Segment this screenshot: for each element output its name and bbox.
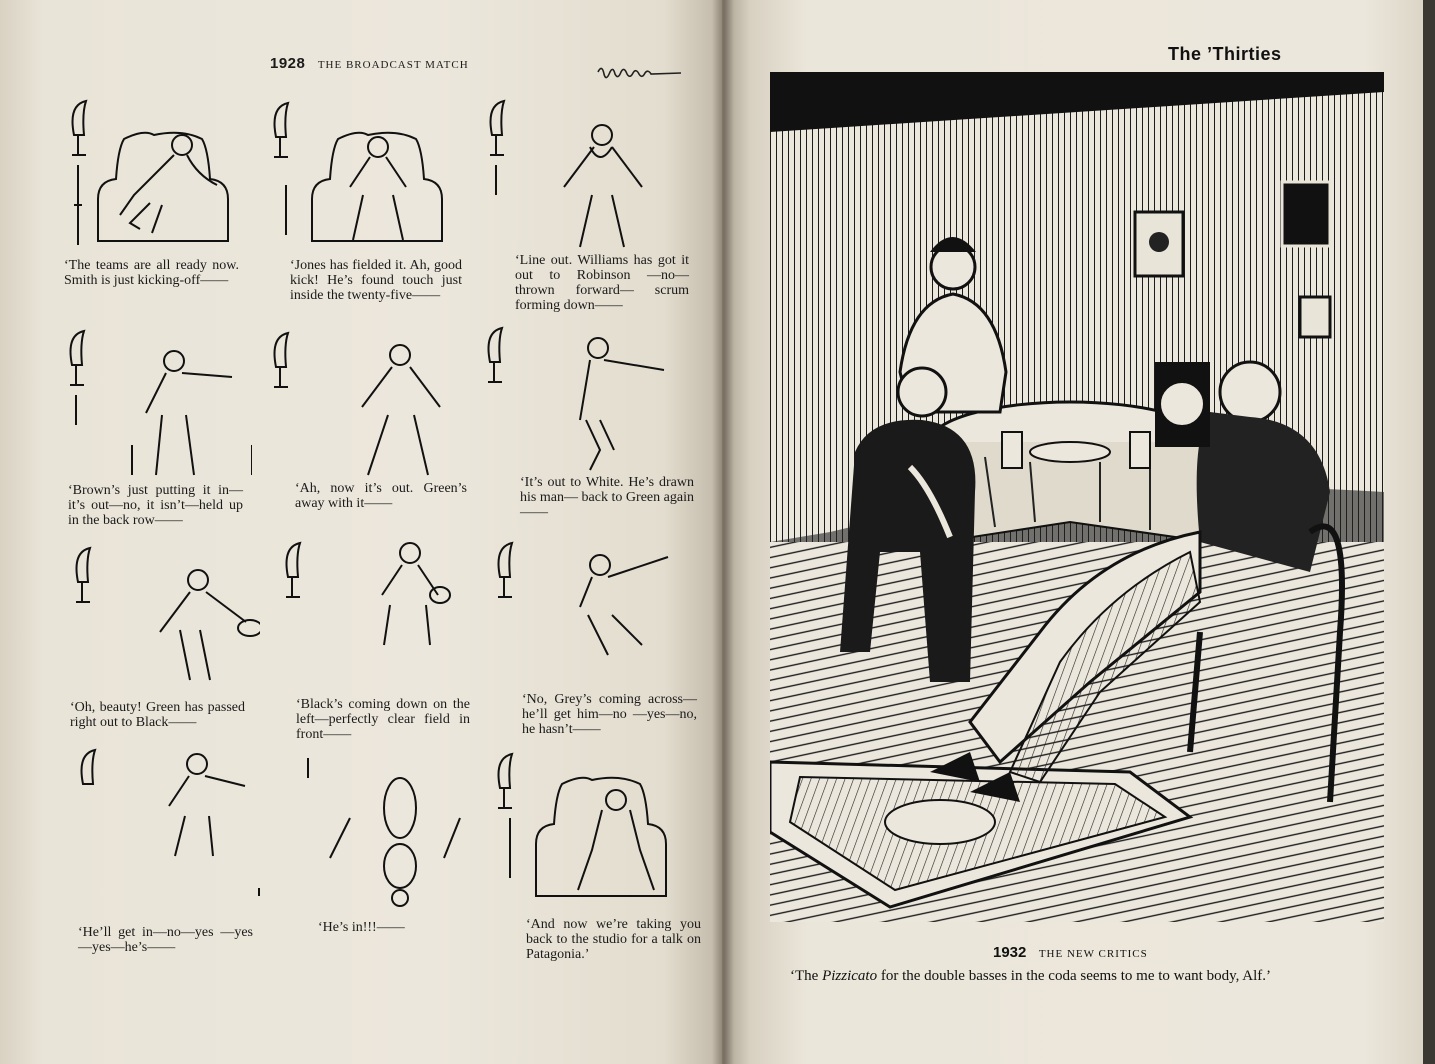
panel-7-caption: ‘Oh, beauty! Green has passed right out to Black—— [70, 700, 245, 730]
loudspeaker-player-drawing-7 [70, 540, 260, 690]
panel-2-caption: ‘Jones has fielded it. Ah, good kick! He’s found touch just inside the twenty-five—— [290, 258, 462, 303]
new-critics-illustration [770, 72, 1384, 922]
panel-9-caption: ‘No, Grey’s coming across—he’ll get him—no —yes—no, he hasn’t—— [522, 692, 697, 737]
player-diving-drawing-11 [300, 748, 490, 908]
quote-italic-word: Pizzicato [822, 968, 878, 984]
right-caption-header [993, 944, 1148, 962]
loudspeaker-player-drawing-6 [482, 320, 672, 475]
running-head: The ’Thirties [1168, 44, 1282, 64]
loudspeaker-player-drawing-9 [492, 535, 682, 685]
panel-5-caption: ‘Ah, now it’s out. Green’s away with it—— [295, 481, 467, 511]
panel-3-caption: ‘Line out. Williams has got it out to Robinson —no—thrown forward— scrum forming down—— [515, 253, 689, 313]
loudspeaker-armchair-drawing-12 [492, 748, 682, 908]
cartoon-panel-1 [62, 95, 252, 255]
loudspeaker-armchair-drawing-1 [62, 95, 252, 255]
panel-8-caption: ‘Black’s coming down on the left—perfectly clear field in front—— [296, 697, 470, 742]
panel-10-caption: ‘He’ll get in—no—yes —yes—yes—he’s—— [78, 925, 253, 955]
loudspeaker-player-drawing-3 [482, 95, 672, 255]
panel-11-caption: ‘He’s in!!!—— [318, 920, 405, 935]
left-title: THE BROADCAST MATCH [317, 59, 469, 71]
panel-4-caption: ‘Brown’s just putting it in—it’s out—no, it isn’t—held up in the back row—— [68, 483, 243, 528]
cartoon-panel-5 [268, 325, 458, 480]
loudspeaker-armchair-drawing-2 [268, 95, 458, 255]
cartoon-panel-2 [268, 95, 458, 255]
loudspeaker-player-drawing-5 [268, 325, 458, 480]
panel-1-caption: ‘The teams are all ready now. Smith is just kicking-off—— [64, 258, 239, 288]
loudspeaker-player-drawing-8 [280, 535, 470, 685]
book-gutter [712, 0, 734, 1064]
panel-12-caption: ‘And now we’re taking you back to the studio for a talk on Patagonia.’ [526, 917, 701, 962]
left-year: 1928 [270, 55, 306, 72]
cartoon-panel-12 [492, 748, 682, 908]
quote-end: for the double basses in the coda seems to me to want body, Alf.’ [877, 968, 1272, 984]
cartoon-panel-7 [70, 540, 260, 690]
cartoon-quote [790, 968, 1380, 985]
loudspeaker-player-drawing-10 [75, 748, 265, 898]
right-year: 1932 [993, 944, 1027, 961]
cartoon-panel-9 [492, 535, 682, 685]
cartoon-panel-6 [482, 320, 672, 475]
cartoon-panel-3 [482, 95, 672, 255]
left-page-header [270, 55, 469, 73]
book-edge [1423, 0, 1435, 1064]
panel-6-caption: ‘It’s out to White. He’s drawn his man— back to Green again—— [520, 475, 694, 520]
cartoon-panel-8 [280, 535, 470, 685]
right-title: THE NEW CRITICS [1038, 948, 1148, 960]
cartoon-panel-10 [75, 748, 265, 898]
quote-start: ‘The [790, 968, 823, 984]
cartoon-panel-11 [300, 748, 490, 908]
artist-signature [596, 62, 686, 87]
cartoon-panel-4 [62, 325, 252, 480]
loudspeaker-player-drawing-4 [62, 325, 252, 480]
